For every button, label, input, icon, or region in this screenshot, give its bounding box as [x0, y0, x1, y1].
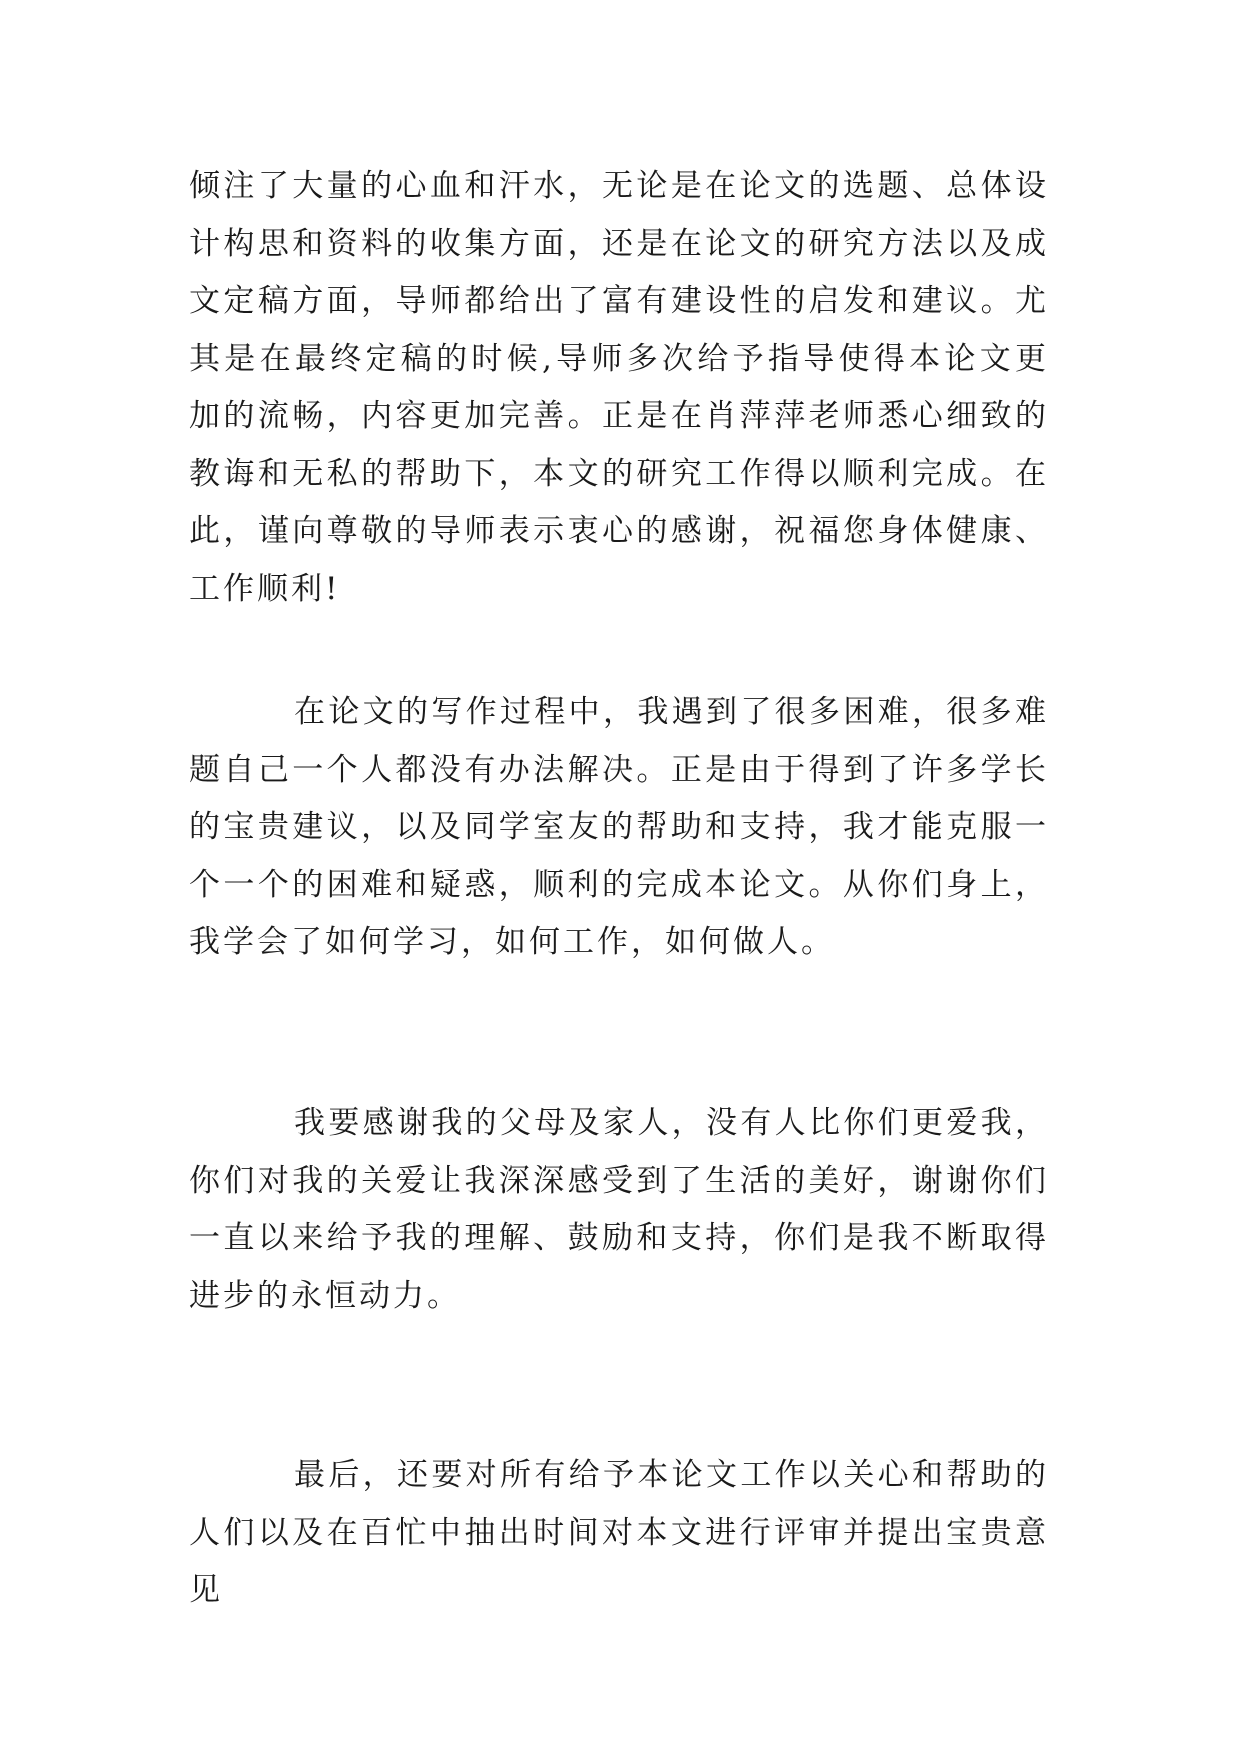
- paragraph-family-thanks: 我要感谢我的父母及家人，没有人比你们更爱我，你们对我的关爱让我深深感受到了生活的美好，谢谢你们一直以来给予我的理解、鼓励和支持，你们是我不断取得进步的永恒动力。: [189, 1105, 1049, 1314]
- paragraph-final-thanks: 最后，还要对所有给予本论文工作以关心和帮助的人们以及在百忙中抽出时间对本文进行评审并提出宝贵意见: [189, 1457, 1049, 1608]
- paragraph-classmates-thanks: 在论文的写作过程中，我遇到了很多困难，很多难题自己一个人都没有办法解决。正是由于得到了许多学长的宝贵建议，以及同学室友的帮助和支持，我才能克服一个一个的困难和疑惑，顺利的完成本论文。从你们身上，我学会了如何学习，如何工作，如何做人。: [189, 694, 1049, 960]
- paragraph-advisor-thanks: 倾注了大量的心血和汗水，无论是在论文的选题、总体设计构思和资料的收集方面，还是在论文的研究方法以及成文定稿方面，导师都给出了富有建设性的启发和建议。尤其是在最终定稿的时候,导师多次给予指导使得本论文更加的流畅，内容更加完善。正是在肖萍萍老师悉心细致的教诲和无私的帮助下，本文的研究工作得以顺利完成。在此，谨向尊敬的导师表示衷心的感谢，祝福您身体健康、工作顺利!: [189, 168, 1049, 607]
